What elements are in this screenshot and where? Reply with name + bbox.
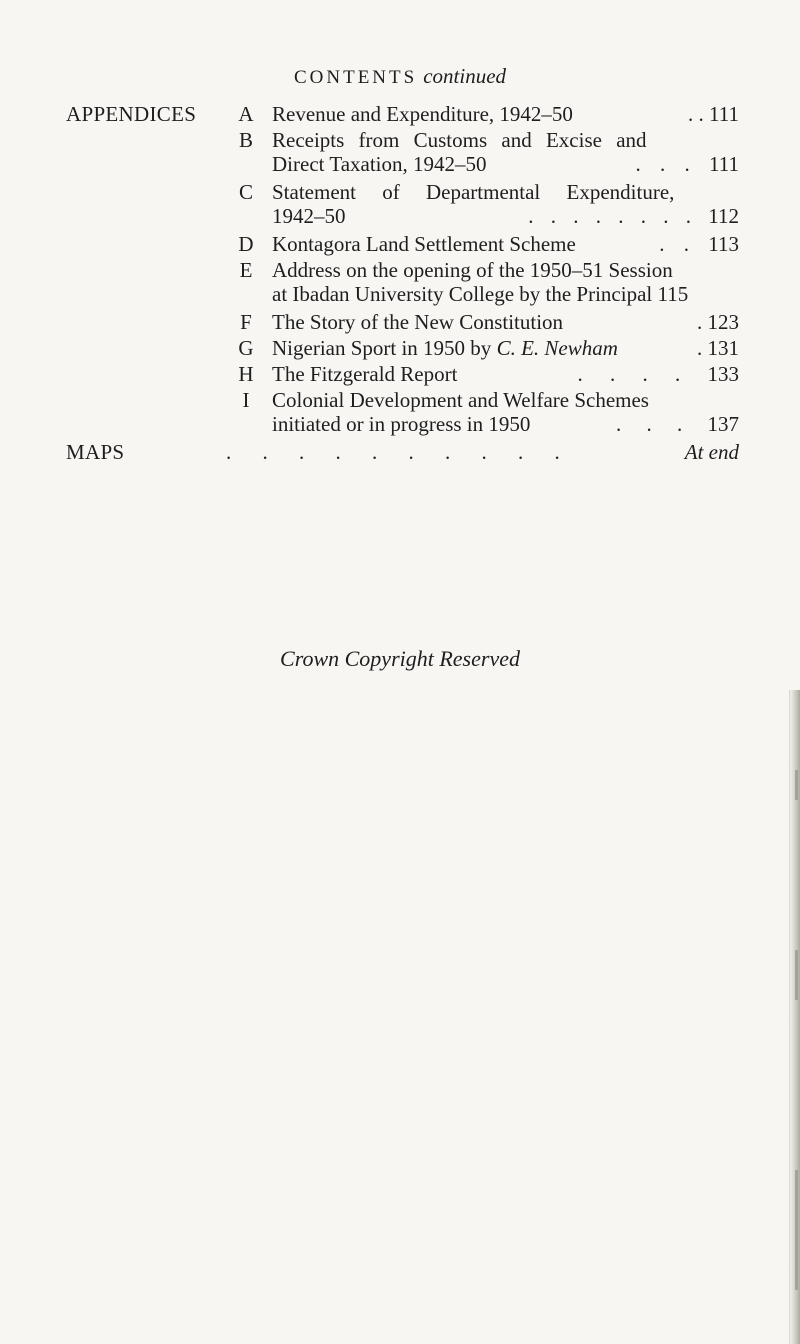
appendix-title-continued: at Ibadan University College by the Principal 115 [272,282,689,306]
author-name: C. E. Newham [496,336,618,360]
appendix-page-number: . . . . 133 [577,362,739,386]
appendix-title: Receipts from Customs and Excise and [272,128,647,152]
appendix-letter: F [240,310,252,334]
appendix-letter: H [238,362,254,386]
appendix-letter: E [239,258,253,282]
appendix-title: Statement of Departmental Expenditure, [272,180,675,204]
appendix-letter: B [238,128,253,152]
appendix-letter: I [242,388,250,412]
appendix-title: Colonial Development and Welfare Schemes [272,388,649,412]
page-edge-mark [795,950,798,1000]
page-edge-shadow [789,690,800,1344]
appendix-page-number: . . 111 [688,102,739,126]
appendix-title: Nigerian Sport in 1950 by C. E. Newham [272,336,618,360]
appendix-letter: C [238,180,253,204]
appendix-letter: D [238,232,254,256]
appendix-title: The Fitzgerald Report [272,362,458,386]
maps-label: MAPS [66,440,125,464]
appendix-page-number: . . . 137 [616,412,739,436]
appendix-title-continued: 1942–50 [272,204,346,228]
appendices-label: APPENDICES [66,102,197,126]
appendix-letter: A [238,102,254,126]
appendix-page-number: . 131 [697,336,739,360]
contents-continued-header [0,64,800,90]
appendix-page-number: . 123 [697,310,739,334]
maps-location: At end [684,440,739,464]
continued-label: continued [423,64,507,88]
contents-heading: CONTENTS [293,67,418,88]
appendix-title: The Story of the New Constitution [272,310,564,334]
crown-copyright-notice: Crown Copyright Reserved [280,646,520,671]
appendix-letter: G [238,336,254,360]
appendix-page-number: . . 113 [659,232,739,256]
appendix-title-continued: Direct Taxation, 1942–50 [272,152,487,176]
page-edge-mark [795,770,798,800]
appendix-page-number: . . . 111 [635,152,739,176]
appendix-title: Kontagora Land Settlement Scheme [272,232,576,256]
page-edge-mark [795,1170,798,1290]
appendix-title: Revenue and Expenditure, 1942–50 [272,102,573,126]
appendix-page-number: . . . . . . . . 112 [528,204,739,228]
maps-leader-dots: . . . . . . . . . . [226,440,560,464]
appendix-title: Address on the opening of the 1950–51 Session [272,258,673,282]
appendix-title-continued: initiated or in progress in 1950 [272,412,531,436]
